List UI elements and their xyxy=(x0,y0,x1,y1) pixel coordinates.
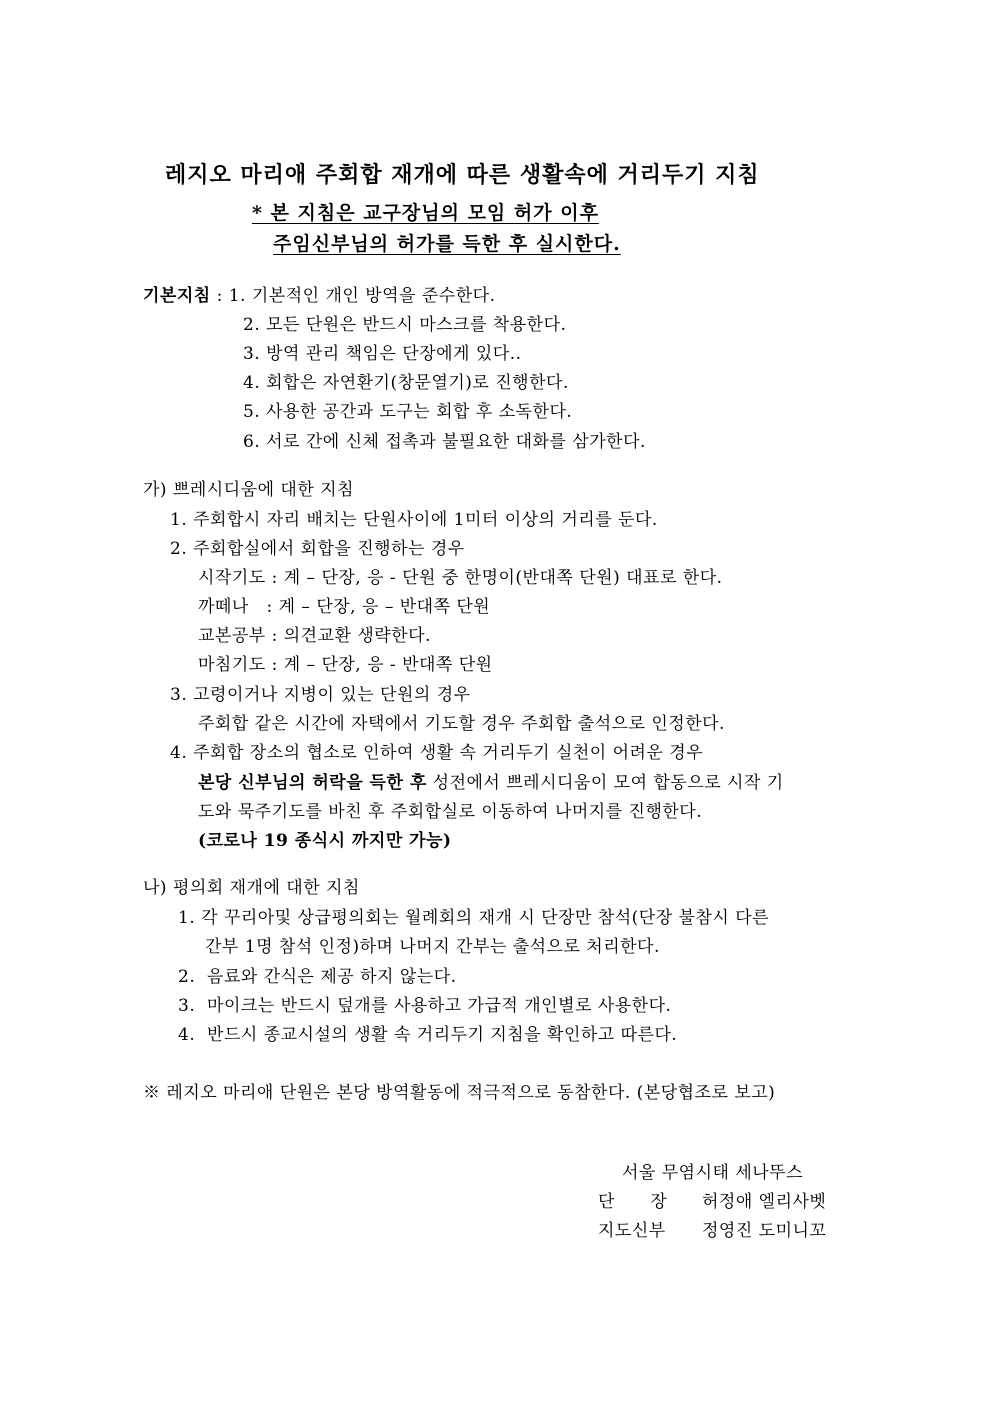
basic-guideline-separator: : xyxy=(210,286,229,306)
signature-leader-name: 허정애 엘리사벳 xyxy=(702,1192,827,1212)
section-a-item-4: 4. 주회합 장소의 협소로 인하여 생활 속 거리두기 실천이 어려운 경우 xyxy=(170,743,704,763)
section-b-item-2: 2. 음료와 간식은 제공 하지 않는다. xyxy=(178,967,457,987)
section-a-item-4-bold: 본당 신부님의 허락을 득한 후 xyxy=(198,773,427,793)
section-b-item-3: 3. 마이크는 반드시 덮개를 사용하고 가급적 개인별로 사용한다. xyxy=(178,996,672,1016)
section-a-item-4-detail-2: 도와 묵주기도를 바친 후 주회합실로 이동하여 나머지를 진행한다. xyxy=(198,802,703,822)
section-a-item-2-handbook-study: 교본공부 : 의견교환 생략한다. xyxy=(198,626,431,646)
section-a-item-4-rest: 성전에서 쁘레시디움이 모여 합동으로 시작 기 xyxy=(426,773,784,793)
basic-guideline-item-3: 3. 방역 관리 책임은 단장에게 있다.. xyxy=(243,344,522,364)
closing-note: ※ 레지오 마리애 단원은 본당 방역활동에 적극적으로 동참한다. (본당협조로 보고) xyxy=(143,1083,776,1103)
section-a-item-2-closing-prayer: 마침기도 : 계 – 단장, 응 - 반대쪽 단원 xyxy=(198,655,493,675)
document-title: 레지오 마리애 주회합 재개에 따른 생활속에 거리두기 지침 xyxy=(165,162,760,188)
subtitle-line-2: 주임신부님의 허가를 득한 후 실시한다. xyxy=(273,233,621,255)
section-a-item-3: 3. 고령이거나 지병이 있는 단원의 경우 xyxy=(170,685,471,705)
signature-organization: 서울 무염시태 세나뚜스 xyxy=(622,1163,804,1183)
section-a-item-3-detail: 주회합 같은 시간에 자택에서 기도할 경우 주회합 출석으로 인정한다. xyxy=(198,714,725,734)
basic-guideline-item-2: 2. 모든 단원은 반드시 마스크를 착용한다. xyxy=(243,315,567,335)
signature-priest-label: 지도신부 xyxy=(598,1221,666,1241)
basic-guideline-text: 1. 기본적인 개인 방역을 준수한다. xyxy=(228,286,496,306)
basic-guideline-label: 기본지침 xyxy=(143,286,211,306)
signature-leader-label: 단 장 xyxy=(598,1192,668,1212)
section-a-item-2: 2. 주회합실에서 회합을 진행하는 경우 xyxy=(170,539,465,559)
section-a-item-4-detail-1 xyxy=(198,772,784,794)
basic-guideline-item-1 xyxy=(143,285,495,307)
section-a-item-2-opening-prayer: 시작기도 : 계 – 단장, 응 - 단원 중 한명이(반대쪽 단원) 대표로 한다. xyxy=(198,568,723,588)
section-a-item-1: 1. 주회합시 자리 배치는 단원사이에 1미터 이상의 거리를 둔다. xyxy=(170,510,658,530)
section-b-heading: 나) 평의회 재개에 대한 지침 xyxy=(143,878,360,898)
basic-guideline-item-5: 5. 사용한 공간과 도구는 회합 후 소독한다. xyxy=(243,402,573,422)
section-a-item-4-note: (코로나 19 종식시 까지만 가능) xyxy=(198,831,452,851)
section-b-item-1-detail: 간부 1명 참석 인정)하며 나머지 간부는 출석으로 처리한다. xyxy=(205,937,660,957)
signature-priest-name: 정영진 도미니꼬 xyxy=(702,1221,827,1241)
section-b-item-4: 4. 반드시 종교시설의 생활 속 거리두기 지침을 확인하고 따른다. xyxy=(178,1025,678,1045)
basic-guideline-item-6: 6. 서로 간에 신체 접촉과 불필요한 대화를 삼가한다. xyxy=(243,432,646,452)
section-b-item-1: 1. 각 꾸리아및 상급평의회는 월례회의 재개 시 단장만 참석(단장 불참시 다른 xyxy=(178,908,770,928)
section-a-heading: 가) 쁘레시디움에 대한 지침 xyxy=(143,480,354,500)
basic-guideline-item-4: 4. 회합은 자연환기(창문열기)로 진행한다. xyxy=(243,373,569,393)
subtitle-line-1: * 본 지침은 교구장님의 모임 허가 이후 xyxy=(252,202,599,224)
section-a-item-2-catena: 까떼나 : 계 – 단장, 응 – 반대쪽 단원 xyxy=(198,597,491,617)
